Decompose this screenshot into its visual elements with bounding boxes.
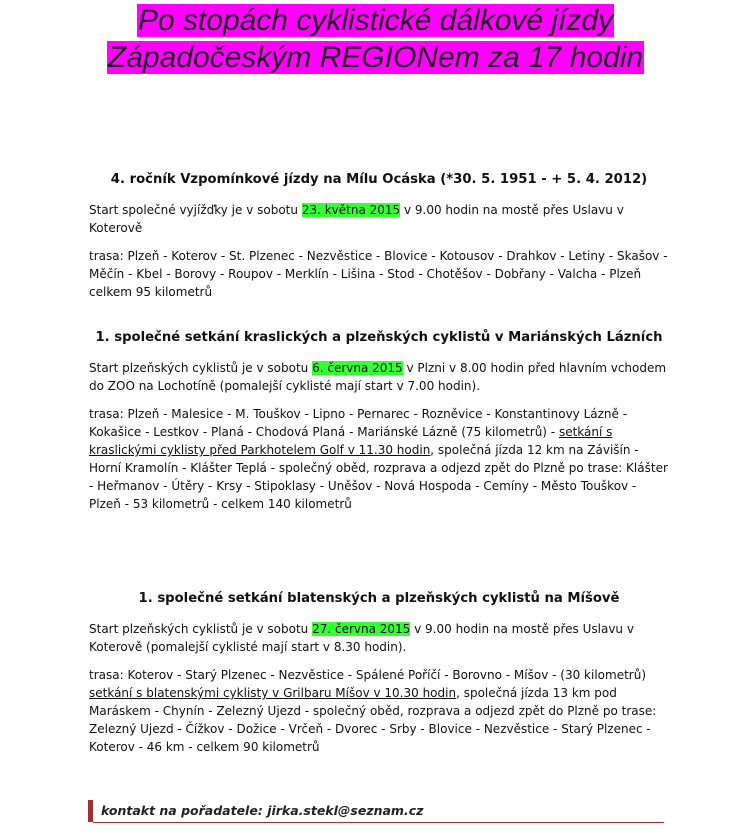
contact-footer bbox=[88, 800, 423, 822]
start-date: 6. června 2015 bbox=[312, 361, 403, 375]
contact-email[interactable]: jirka.stekl@seznam.cz bbox=[267, 803, 424, 818]
start-text-end: v 9.00 hodin na mostě přes Uslavu v Koterově (pomalejší cyklisté mají start v 8.30 hodin). bbox=[89, 622, 634, 654]
section-misov bbox=[89, 591, 669, 766]
start-text: Start společné vyjížďky je v sobotu bbox=[89, 203, 302, 217]
contact-label: kontakt na pořadatele: bbox=[101, 803, 268, 818]
start-text: Start plzeňských cyklistů je v sobotu bbox=[89, 622, 313, 636]
start-info bbox=[89, 359, 669, 395]
title-line-1: Po stopách cyklistické dálkové jízdy bbox=[137, 4, 614, 37]
section-heading: 4. ročník Vzpomínkové jízdy na Mílu Ocáska (*30. 5. 1951 - + 5. 4. 2012) bbox=[110, 172, 648, 187]
route-meeting: setkání s blatenskými cyklisty v Grilbaru Míšov v 10.30 hodin bbox=[89, 686, 457, 700]
route-info bbox=[89, 247, 669, 301]
start-info bbox=[89, 620, 669, 656]
contact-divider bbox=[93, 822, 664, 823]
section-marianske-lazne bbox=[89, 330, 669, 523]
start-date: 27. června 2015 bbox=[312, 622, 411, 636]
route-text: trasa: Plzeň - Koterov - St. Plzenec - Nezvěstice - Blovice - Kotousov - Drahkov - Letiny - Skašov - Měčín - Kbel - Borovy - Roupov - Merklín - Lišina - Stod - Chotěšov - Dobřany - Valcha - Plzeň celkem 95 kilometrů bbox=[89, 249, 668, 299]
route-text: trasa: Koterov - Starý Plzenec - Nezvěstice - Spálené Poříčí - Borovno - Míšov - (30 kilometrů) bbox=[89, 668, 646, 682]
route-info bbox=[89, 666, 669, 756]
start-info bbox=[89, 201, 669, 237]
route-meeting: setkání s kraslickými cyklisty před Parkhotelem Golf v 11.30 hodin bbox=[89, 425, 613, 457]
section-vzpominkova-jizda bbox=[89, 172, 669, 311]
route-text: trasa: Plzeň - Malesice - M. Touškov - Lipno - Pernarec - Rozněvice - Konstantinovy Lázně - Kokašice - Lestkov - Planá - Chodová Planá - Mariánské Lázně (75 kilometrů) - bbox=[89, 407, 628, 439]
route-info bbox=[89, 405, 669, 513]
start-date: 23. května 2015 bbox=[301, 203, 401, 217]
start-text-end: v 9.00 hodin na mostě přes Uslavu v Koterově bbox=[89, 203, 624, 235]
route-text-end: , společná jízda 12 km na Závišín - Horní Kramolín - Klášter Teplá - společný oběd, rozprava a odjezd zpět do Plzně po trase: Klášter - Heřmanov - Útěry - Krsy - Stipoklasy - Uněšov - Nová Hospoda - Cemíny - Město Touškov - Plzeň - 53 kilometrů - celkem 140 kilometrů bbox=[89, 443, 668, 511]
title-line-2: Západočeským REGIONem za 17 hodin bbox=[107, 41, 644, 74]
start-text: Start plzeňských cyklistů je v sobotu bbox=[89, 361, 313, 375]
start-text-end: v Plzni v 8.00 hodin před hlavním vchodem do ZOO na Lochotíně (pomalejší cyklisté mají start v 7.00 hodin). bbox=[89, 361, 667, 393]
document-title bbox=[0, 2, 751, 76]
route-text-end: , společná jízda 13 km pod Maráskem - Chynín - Zelezný Ujezd - společný oběd, rozprava a odjezd zpět do Plzně po trase: Zelezný Ujezd - Čížkov - Dožice - Vrčeň - Dvorec - Srby - Blovice - Nezvěstice - Starý Plzenec - Koterov - 46 km - celkem 90 kilometrů bbox=[89, 686, 657, 754]
section-heading: 1. společné setkání blatenských a plzeňských cyklistů na Míšově bbox=[138, 591, 620, 606]
section-heading: 1. společné setkání kraslických a plzeňských cyklistů v Mariánských Lázních bbox=[95, 330, 663, 345]
